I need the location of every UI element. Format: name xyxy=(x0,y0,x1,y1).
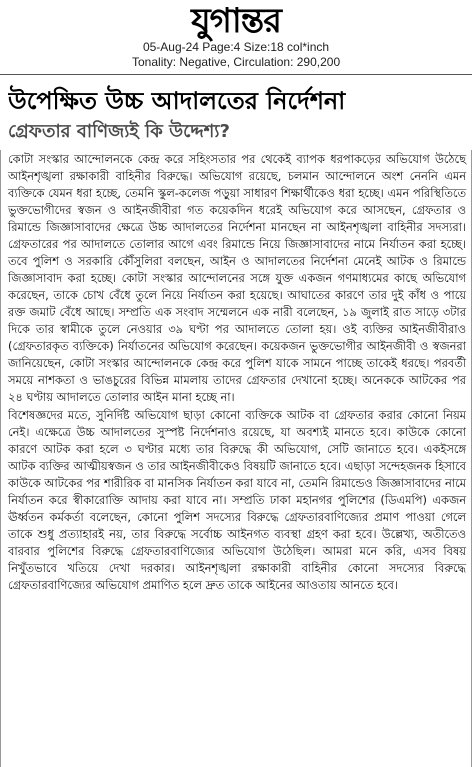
date-page-size-line: 05-Aug-24 Page:4 Size:18 col*inch xyxy=(142,40,330,54)
article-paragraph-2: বিশেষজ্ঞদের মতে, সুনির্দিষ্ট অভিযোগ ছাড়া কোনো ব্যক্তিকে আটক বা গ্রেফতার করার কোনো নিয়ম নেই। এক্ষেত্রে উচ্চ আদালতের সুস্পষ্ট নির্দেশনাও রয়েছে, যা অবশ্যই মানতে হবে। কাউকে কোনো কারণে আটক করা হলে ৩ ঘণ্টার মধ্যে তার বিরুদ্ধে কী অভিযোগ, সেটি জানাতে হবে। একইসঙ্গে আটক ব্যক্তির আত্মীয়স্বজন ও তার আইনজীবীকেও বিষয়টি জানাতে হবে। এছাড়া সন্দেহজনক হিসাবে কাউকে আটকের পর শারীরিক বা মানসিক নির্যাতন করা যাবে না, তেমনি রিমান্ডেও জিজ্ঞাসাবাদের নামে নির্যাতন করে স্বীকারোক্তি আদায় করা যাবে না। সম্প্রতি ঢাকা মহানগর পুলিশের (ডিএমপি) একজন ঊর্ধ্বতন কর্মকর্তা বলেছেন, কোনো পুলিশ সদস্যের বিরুদ্ধে গ্রেফতারবাণিজ্যের প্রমাণ পাওয়া গেলে তাকে শুধু প্রত্যাহারই নয়, তার বিরুদ্ধে সর্বোচ্চ আইনগত ব্যবস্থা গ্রহণ করা হবে। উল্লেখ্য, অতীতেও বারবার পুলিশের বিরুদ্ধে গ্রেফতারবাণিজ্যের অভিযোগ উঠেছিল। আমরা মনে করি, এসব বিষয় নিখুঁতভাবে খতিয়ে দেখা দরকার। আইনশৃঙ্খলা রক্ষাকারী বাহিনীর কোনো সদস্যের বিরুদ্ধে গ্রেফতারবাণিজ্যের অভিযোগ প্রমাণিত হলে দ্রুত তাকে আইনের আওতায় আনতে হবে। xyxy=(8,408,466,592)
article xyxy=(0,85,472,594)
clipping-border-left xyxy=(0,150,1,767)
clipping-metadata xyxy=(0,40,472,70)
article-paragraph-1: কোটা সংস্কার আন্দোলনকে কেন্দ্র করে সহিংসতার পর থেকেই ব্যাপক ধরপাকড়ের অভিযোগ উঠেছে আইনশৃঙ্খলা রক্ষাকারী বাহিনীর বিরুদ্ধে। অভিযোগ রয়েছে, চলমান আন্দোলনে অংশ নেননি এমন ব্যক্তিকে যেমন ধরা হচ্ছে, তেমনি স্কুল-কলেজ পড়ুয়া সাধারণ শিক্ষার্থীকেও ধরা হচ্ছে। এমন পরিস্থিতিতে ভুক্তভোগীদের স্বজন ও আইনজীবীরা গত কয়েকদিন ধরেই অভিযোগ করে আসছেন, গ্রেফতার ও রিমান্ডে জিজ্ঞাসাবাদের ক্ষেত্রে উচ্চ আদালতের নির্দেশনা মানছেন না আইনশৃঙ্খলা বাহিনীর সদস্যরা। গ্রেফতারের পর আদালতে তোলার আগে এবং রিমান্ডে নিয়ে জিজ্ঞাসাবাদের নামে নির্যাতন করা হচ্ছে। তবে পুলিশ ও সরকারি কৌঁসুলিরা বলছেন, আইন ও আদালতের নির্দেশনা মেনেই আটক ও রিমান্ডে জিজ্ঞাসাবাদ করা হচ্ছে। কোটা সংস্কার আন্দোলনের সঙ্গে যুক্ত একজন গণমাধ্যমের কাছে অভিযোগ করেছেন, তাকে চোখ বেঁধে তুলে নিয়ে নির্যাতন করা হয়েছে। আঘাতের কারণে তার দুই কাঁধ ও পায়ে রক্ত জমাট বেঁধে আছে। সম্প্রতি এক সংবাদ সম্মেলনে এক নারী বলেছেন, ১৯ জুলাই রাত সাড়ে ৩টার দিকে তার স্বামীকে তুলে নেওয়ার ৩৯ ঘণ্টা পর আদালতে তোলা হয়। ওই ব্যক্তির আইনজীবীরাও (গ্রেফতারকৃত ব্যক্তিকে) নির্যাতনের অভিযোগ করেছেন। কয়েকজন ভুক্তভোগীর আইনজীবী ও স্বজনরা জানিয়েছেন, কোটা সংস্কার আন্দোলনকে কেন্দ্র করে পুলিশ যাকে সামনে পাচ্ছে তাকেই ধরছে। পরবর্তী সময়ে নাশকতা ও ভাঙচুরের বিভিন্ন মামলায় তাদের গ্রেফতার দেখানো হচ্ছে। অনেককে আটকের পর ২৪ ঘণ্টায় আদালতে তোলার আইন মানা হচ্ছে না। xyxy=(8,152,466,404)
newspaper-logo: যুগান্তর xyxy=(191,1,281,41)
article-headline: উপেক্ষিত উচ্চ আদালতের নির্দেশনা xyxy=(8,87,346,115)
article-body xyxy=(8,151,466,594)
tonality-circulation-line: Tonality: Negative, Circulation: 290,200 xyxy=(132,55,341,69)
masthead-divider xyxy=(0,74,472,75)
article-subheadline: গ্রেফতার বাণিজ্যই কি উদ্দেশ্য? xyxy=(8,121,230,142)
masthead xyxy=(0,0,472,70)
